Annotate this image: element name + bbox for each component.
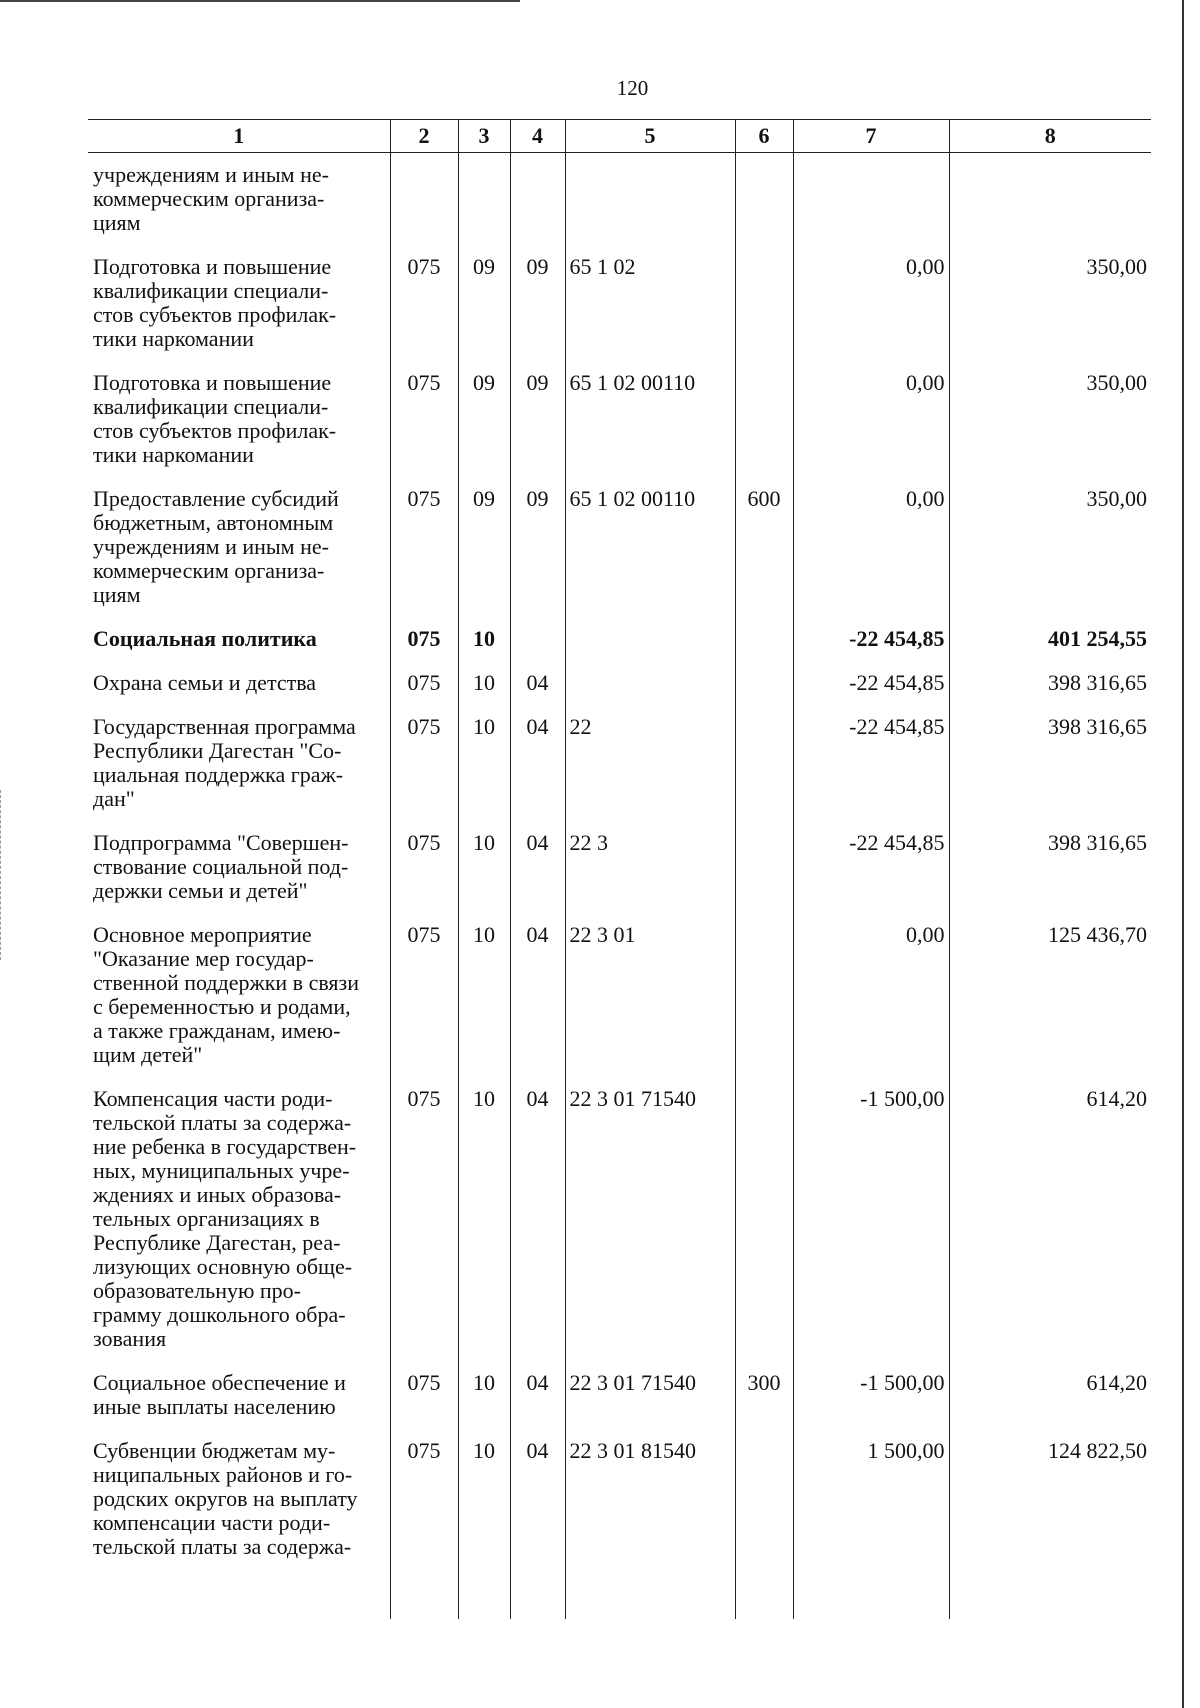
admin-code-cell: 075 bbox=[390, 1439, 458, 1579]
target-article-cell: 22 3 01 bbox=[565, 923, 735, 1087]
expense-type-cell bbox=[735, 831, 793, 923]
empty-cell bbox=[565, 1579, 735, 1619]
row-name-cell: Компенсация части роди- тельской платы за содержа- ние ребенка в государствен- ных, муниципальных учре- ждениях и иных образова- тельных организациях в Республике Дагестан, реа- лизующих основную обще- образовательную про- грамму дошкольного обра- зования bbox=[93, 1086, 357, 1351]
column-header-5: 5 bbox=[565, 120, 735, 153]
table-row bbox=[88, 153, 1151, 256]
admin-code-cell: 075 bbox=[390, 255, 458, 371]
total-amount-cell: 125 436,70 bbox=[949, 923, 1151, 1087]
change-amount-cell bbox=[793, 153, 949, 256]
expense-type-cell bbox=[735, 671, 793, 715]
change-amount-cell: -22 454,85 bbox=[793, 627, 949, 671]
total-amount-cell: 614,20 bbox=[949, 1371, 1151, 1439]
row-name-cell: Основное мероприятие "Оказание мер государ- ственной поддержки в связи с беременностью и родами, а также гражданам, имею- щим детей" bbox=[93, 922, 360, 1067]
expense-type-cell bbox=[735, 153, 793, 256]
admin-code-cell: 075 bbox=[390, 831, 458, 923]
table-row bbox=[88, 487, 1151, 627]
admin-code-cell: 075 bbox=[390, 671, 458, 715]
section-code-cell: 10 bbox=[458, 831, 510, 923]
row-name-cell: Субвенции бюджетам му- ниципальных районов и го- родских округов на выплату компенсации части роди- тельской платы за содержа- bbox=[93, 1438, 358, 1559]
subsection-code-cell: 04 bbox=[510, 1371, 565, 1439]
section-code-cell: 10 bbox=[458, 671, 510, 715]
change-amount-cell: -22 454,85 bbox=[793, 715, 949, 831]
empty-cell bbox=[793, 1579, 949, 1619]
page-number: 120 bbox=[616, 76, 649, 100]
admin-code-cell: 075 bbox=[390, 715, 458, 831]
table-row bbox=[88, 923, 1151, 1087]
row-name-cell: Государственная программа Республики Дагестан "Со- циальная поддержка граж- дан" bbox=[93, 714, 356, 811]
table-row bbox=[88, 1087, 1151, 1371]
empty-cell bbox=[390, 1579, 458, 1619]
total-amount-cell: 350,00 bbox=[949, 371, 1151, 487]
change-amount-cell: 0,00 bbox=[793, 371, 949, 487]
table-tail-row bbox=[88, 1579, 1151, 1619]
table-row bbox=[88, 671, 1151, 715]
target-article-cell: 65 1 02 00110 bbox=[565, 487, 735, 627]
total-amount-cell: 350,00 bbox=[949, 255, 1151, 371]
expense-type-cell: 600 bbox=[735, 487, 793, 627]
row-name-cell: Социальное обеспечение и иные выплаты населению bbox=[93, 1370, 346, 1419]
subsection-code-cell: 04 bbox=[510, 831, 565, 923]
column-header-2: 2 bbox=[390, 120, 458, 153]
subsection-code-cell: 09 bbox=[510, 255, 565, 371]
target-article-cell: 22 bbox=[565, 715, 735, 831]
subsection-code-cell: 04 bbox=[510, 1439, 565, 1579]
section-code-cell bbox=[458, 153, 510, 256]
table-row bbox=[88, 831, 1151, 923]
subsection-code-cell: 04 bbox=[510, 923, 565, 1087]
budget-table-container bbox=[88, 119, 1151, 1619]
empty-cell bbox=[88, 1579, 390, 1619]
target-article-cell: 22 3 01 71540 bbox=[565, 1087, 735, 1371]
expense-type-cell bbox=[735, 1087, 793, 1371]
total-amount-cell: 350,00 bbox=[949, 487, 1151, 627]
target-article-cell bbox=[565, 627, 735, 671]
subsection-code-cell bbox=[510, 627, 565, 671]
expense-type-cell bbox=[735, 1439, 793, 1579]
expense-type-cell bbox=[735, 715, 793, 831]
admin-code-cell: 075 bbox=[390, 923, 458, 1087]
table-row bbox=[88, 371, 1151, 487]
total-amount-cell bbox=[949, 153, 1151, 256]
admin-code-cell: 075 bbox=[390, 487, 458, 627]
row-name-cell: Предоставление субсидий бюджетным, автономным учреждениям и иным не- коммерческим организа- циям bbox=[93, 486, 339, 607]
column-header-1: 1 bbox=[88, 120, 390, 153]
expense-type-cell bbox=[735, 627, 793, 671]
table-row bbox=[88, 627, 1151, 671]
target-article-cell: 65 1 02 00110 bbox=[565, 371, 735, 487]
row-name-cell: Подготовка и повышение квалификации специали- стов субъектов профилак- тики наркомании bbox=[93, 254, 337, 351]
admin-code-cell: 075 bbox=[390, 371, 458, 487]
subsection-code-cell: 04 bbox=[510, 715, 565, 831]
change-amount-cell: 1 500,00 bbox=[793, 1439, 949, 1579]
empty-cell bbox=[458, 1579, 510, 1619]
admin-code-cell: 075 bbox=[390, 1087, 458, 1371]
scan-left-mark bbox=[0, 790, 2, 960]
section-code-cell: 09 bbox=[458, 371, 510, 487]
table-row bbox=[88, 255, 1151, 371]
section-code-cell: 09 bbox=[458, 487, 510, 627]
empty-cell bbox=[510, 1579, 565, 1619]
scan-right-edge bbox=[1182, 0, 1184, 1708]
expense-type-cell bbox=[735, 923, 793, 1087]
column-header-6: 6 bbox=[735, 120, 793, 153]
change-amount-cell: 0,00 bbox=[793, 255, 949, 371]
total-amount-cell: 398 316,65 bbox=[949, 831, 1151, 923]
section-code-cell: 10 bbox=[458, 1087, 510, 1371]
table-header-row bbox=[88, 120, 1151, 153]
section-code-cell: 10 bbox=[458, 1371, 510, 1439]
change-amount-cell: -1 500,00 bbox=[793, 1087, 949, 1371]
section-code-cell: 10 bbox=[458, 923, 510, 1087]
change-amount-cell: 0,00 bbox=[793, 487, 949, 627]
row-name-cell: Подпрограмма "Совершен- ствование социальной под- держки семьи и детей" bbox=[93, 830, 349, 903]
total-amount-cell: 398 316,65 bbox=[949, 671, 1151, 715]
empty-cell bbox=[949, 1579, 1151, 1619]
row-name-cell: учреждениям и иным не- коммерческим организа- циям bbox=[93, 162, 329, 235]
target-article-cell: 65 1 02 bbox=[565, 255, 735, 371]
change-amount-cell: -22 454,85 bbox=[793, 671, 949, 715]
admin-code-cell: 075 bbox=[390, 627, 458, 671]
row-name-cell: Социальная политика bbox=[93, 626, 317, 651]
expense-type-cell bbox=[735, 371, 793, 487]
total-amount-cell: 124 822,50 bbox=[949, 1439, 1151, 1579]
subsection-code-cell: 09 bbox=[510, 371, 565, 487]
target-article-cell: 22 3 bbox=[565, 831, 735, 923]
admin-code-cell bbox=[390, 153, 458, 256]
scan-top-edge bbox=[0, 0, 520, 2]
section-code-cell: 10 bbox=[458, 1439, 510, 1579]
column-header-7: 7 bbox=[793, 120, 949, 153]
subsection-code-cell: 04 bbox=[510, 671, 565, 715]
section-code-cell: 09 bbox=[458, 255, 510, 371]
row-name-cell: Подготовка и повышение квалификации специали- стов субъектов профилак- тики наркомании bbox=[93, 370, 337, 467]
expense-type-cell: 300 bbox=[735, 1371, 793, 1439]
subsection-code-cell: 09 bbox=[510, 487, 565, 627]
target-article-cell: 22 3 01 81540 bbox=[565, 1439, 735, 1579]
table-body bbox=[88, 153, 1151, 1620]
column-header-8: 8 bbox=[949, 120, 1151, 153]
target-article-cell bbox=[565, 153, 735, 256]
change-amount-cell: -1 500,00 bbox=[793, 1371, 949, 1439]
subsection-code-cell bbox=[510, 153, 565, 256]
total-amount-cell: 614,20 bbox=[949, 1087, 1151, 1371]
budget-table bbox=[88, 119, 1151, 1619]
table-row bbox=[88, 1371, 1151, 1439]
column-header-4: 4 bbox=[510, 120, 565, 153]
column-header-3: 3 bbox=[458, 120, 510, 153]
target-article-cell bbox=[565, 671, 735, 715]
table-row bbox=[88, 715, 1151, 831]
total-amount-cell: 398 316,65 bbox=[949, 715, 1151, 831]
total-amount-cell: 401 254,55 bbox=[949, 627, 1151, 671]
subsection-code-cell: 04 bbox=[510, 1087, 565, 1371]
expense-type-cell bbox=[735, 255, 793, 371]
row-name-cell: Охрана семьи и детства bbox=[93, 670, 317, 695]
change-amount-cell: -22 454,85 bbox=[793, 831, 949, 923]
target-article-cell: 22 3 01 71540 bbox=[565, 1371, 735, 1439]
admin-code-cell: 075 bbox=[390, 1371, 458, 1439]
empty-cell bbox=[735, 1579, 793, 1619]
section-code-cell: 10 bbox=[458, 627, 510, 671]
change-amount-cell: 0,00 bbox=[793, 923, 949, 1087]
table-row bbox=[88, 1439, 1151, 1579]
section-code-cell: 10 bbox=[458, 715, 510, 831]
